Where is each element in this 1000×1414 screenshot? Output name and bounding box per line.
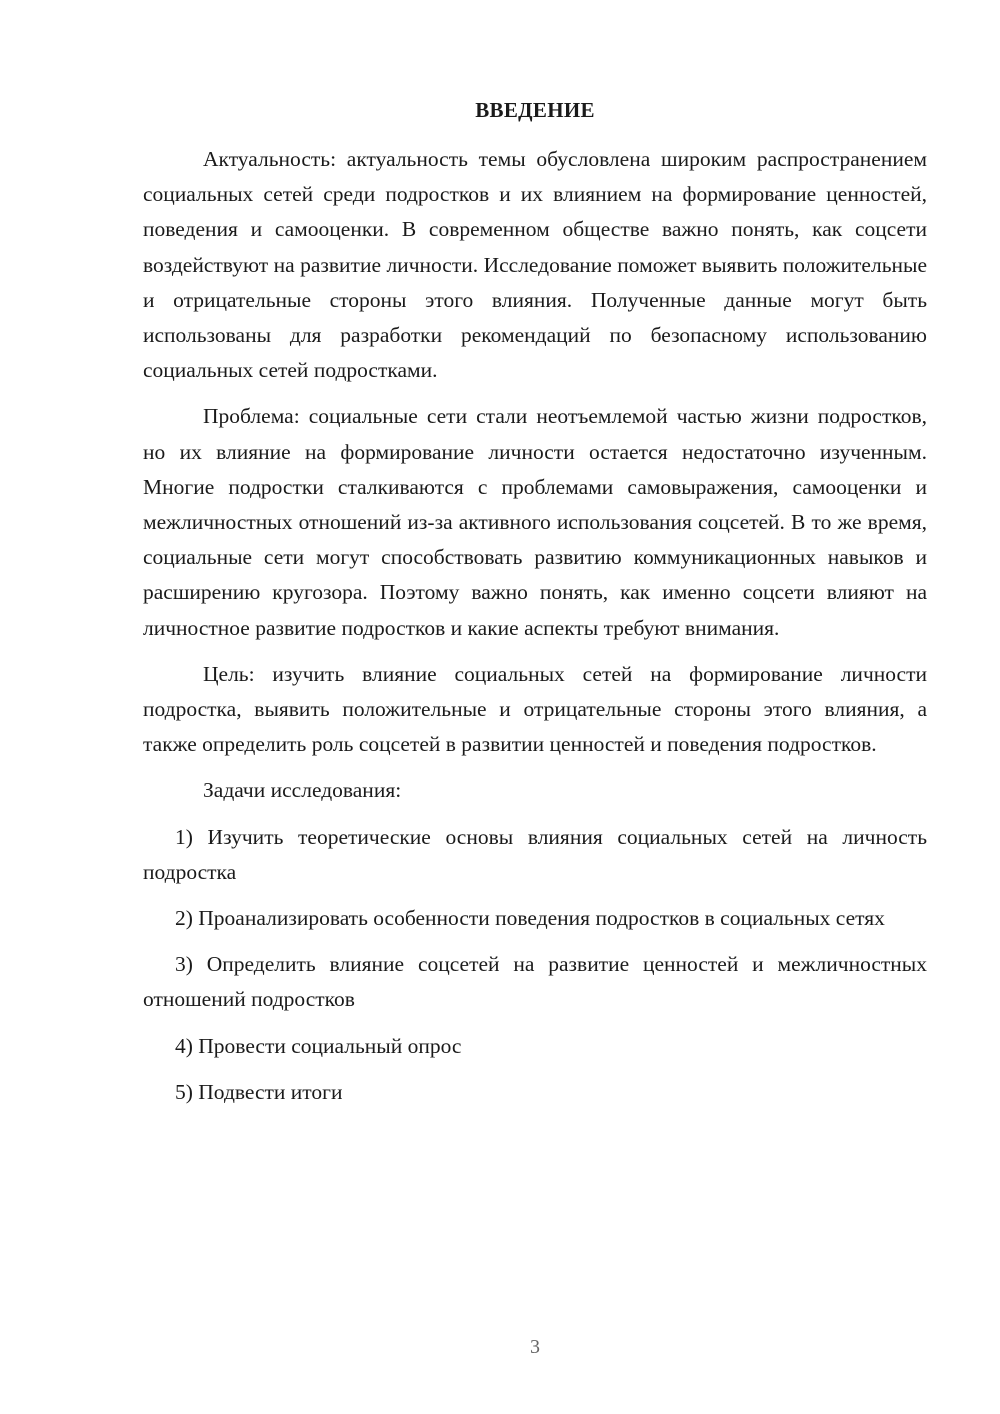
task-item-1: 1) Изучить теоретические основы влияния социальных сетей на личность подростка — [143, 824, 927, 884]
task-item-3: 3) Определить влияние соцсетей на развитие ценностей и межличностных отношений подростков — [143, 952, 927, 1012]
paragraph-tasks-heading: Задачи исследования: — [203, 778, 402, 803]
paragraph-goal: Цель: изучить влияние социальных сетей на формирование личности подростка, выявить положительные и отрицательные стороны этого влияния, а также определить роль соцсетей в развитии ценностей и поведения подростков. — [143, 661, 927, 757]
document-body — [143, 142, 927, 1121]
paragraph-problem: Проблема: социальные сети стали неотъемлемой частью жизни подростков, но их влияние на формирование личности остается недостаточно изученным. Многие подростки сталкиваются с проблемами самовыражения, самооценки и межличностных отношений из-за активного использования соцсетей. В то же время, социальные сети могут способствовать развитию коммуникационных навыков и расширению кругозора. Поэтому важно понять, как именно соцсети влияют на личностное развитие подростков и какие аспекты требуют внимания. — [143, 404, 927, 640]
task-item-5: 5) Подвести итоги — [175, 1079, 343, 1104]
task-item-4: 4) Провести социальный опрос — [175, 1033, 462, 1058]
section-title: ВВЕДЕНИЕ — [475, 98, 595, 122]
page-number: 3 — [530, 1336, 540, 1358]
paragraph-relevance: Актуальность: актуальность темы обусловлена широким распространением социальных сетей среди подростков и их влиянием на формирование ценностей, поведения и самооценки. В современном обществе важно понять, как соцсети воздействуют на развитие личности. Исследование поможет выявить положительные и отрицательные стороны этого влияния. Полученные данные могут быть использованы для разработки рекомендаций по безопасному использованию социальных сетей подростками. — [143, 147, 927, 383]
task-item-2: 2) Проанализировать особенности поведения подростков в социальных сетях — [175, 906, 885, 931]
